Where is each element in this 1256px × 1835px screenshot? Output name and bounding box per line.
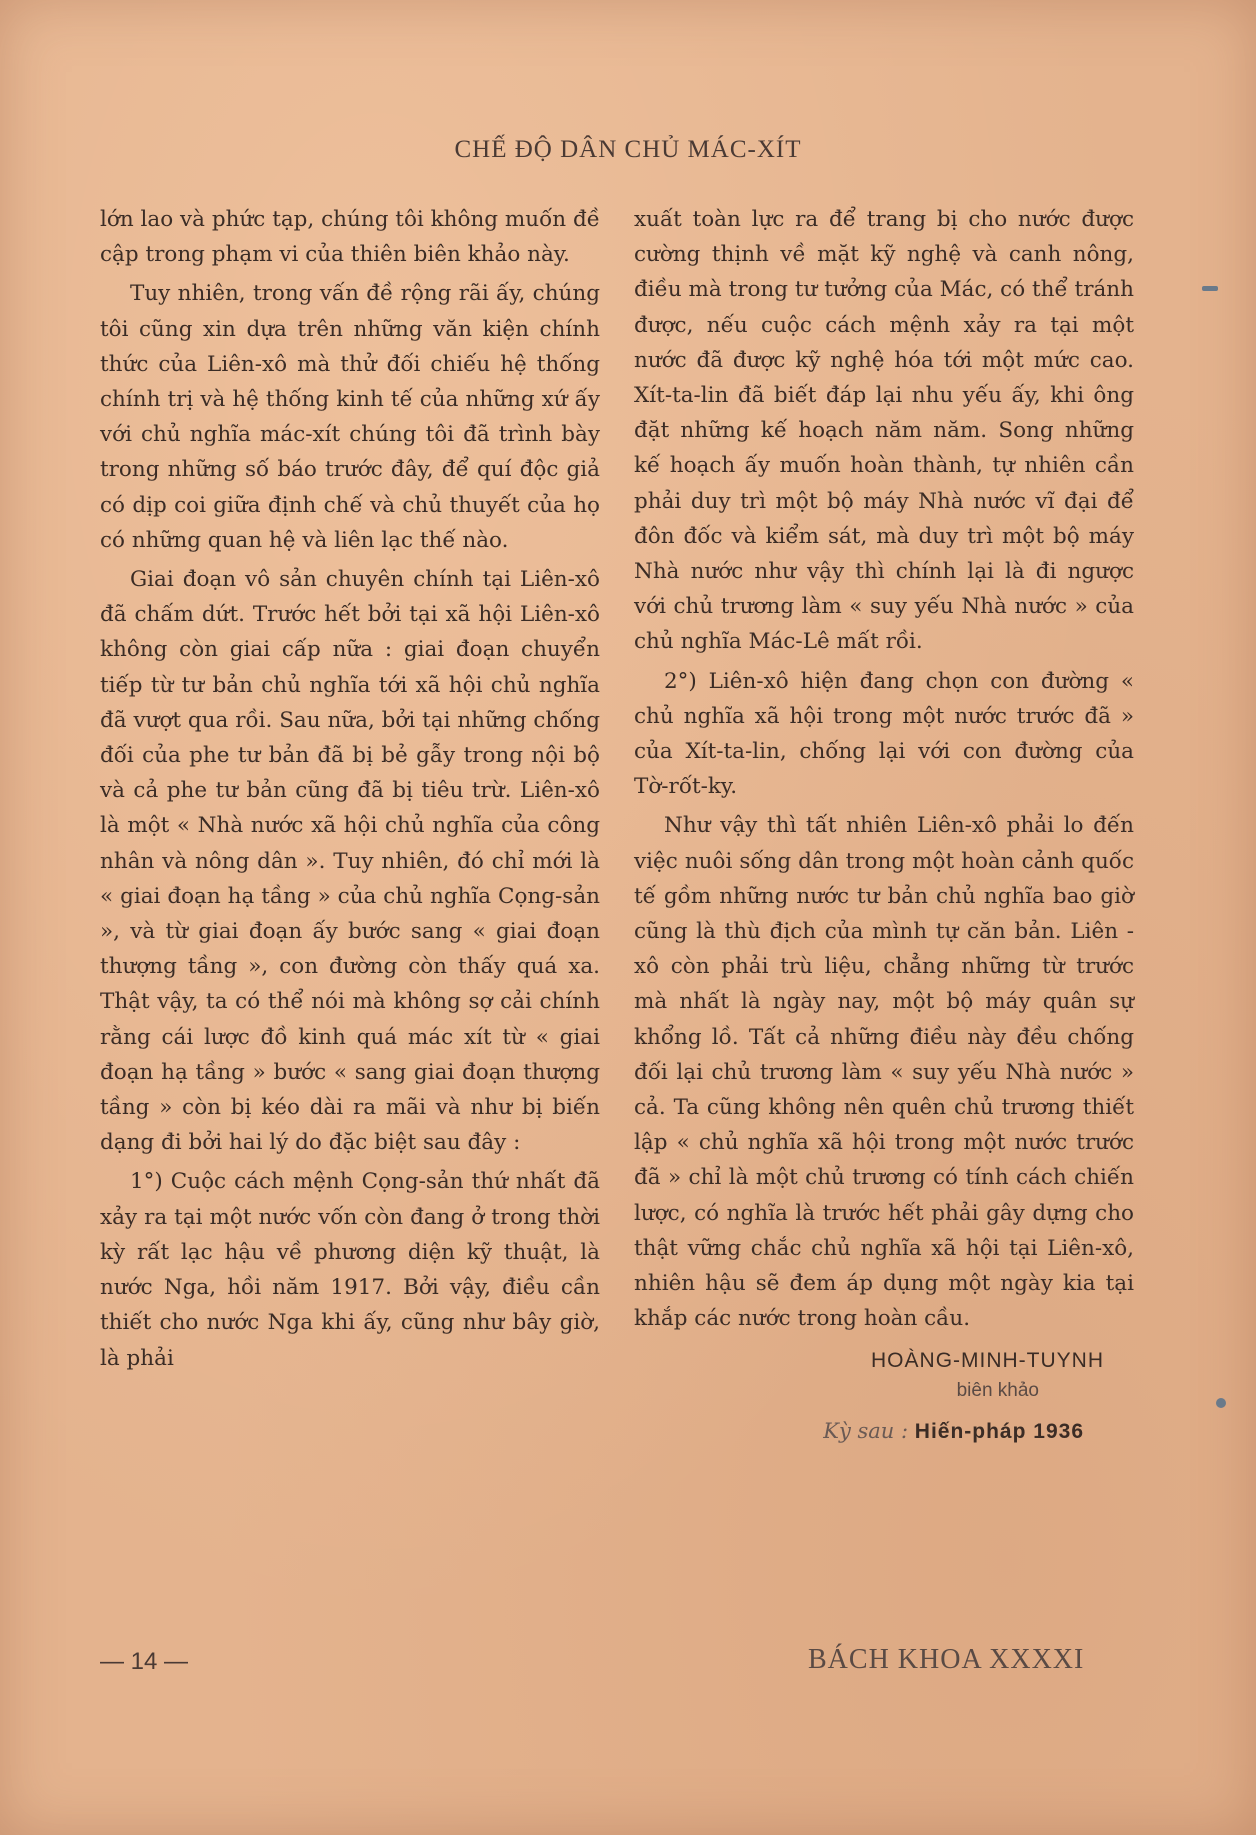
author-role: biên khảo [956,1379,1039,1401]
author-name: HOÀNG-MINH-TUYNH [871,1348,1104,1372]
running-title: CHẾ ĐỘ DÂN CHỦ MÁC-XÍT [454,136,802,163]
edge-mark [1202,286,1218,291]
edge-mark [1216,1398,1226,1408]
page-number: — 14 — [100,1648,189,1675]
next-issue [634,1414,1134,1449]
paragraph: 1°) Cuộc cách mệnh Cọng-sản thứ nhất đã xảy ra tại một nước vốn còn đang ở trong thời kỳ rất lạc hậu về phương diện kỹ thuật, là nước Nga, hồi năm 1917. Bởi vậy, điều cần thiết cho nước Nga khi ấy, cũng như bây giờ, là phải [100,1169,600,1371]
paragraph: xuất toàn lực ra để trang bị cho nước được cường thịnh về mặt kỹ nghệ và canh nông, điều mà trong tư tưởng của Mác, có thể tránh được, nếu cuộc cách mệnh xảy ra tại một nước đã được kỹ nghệ hóa tới một mức cao. Xít-ta-lin đã biết đáp lại nhu yếu ấy, khi ông đặt những kế hoạch năm năm. Song những kế hoạch ấy muốn hoàn thành, tự nhiên cần phải duy trì một bộ máy Nhà nước vĩ đại để đôn đốc và kiểm sát, mà duy trì một bộ máy Nhà nước như vậy thì chính lại là đi ngược với chủ trương làm « suy yếu Nhà nước » của chủ nghĩa Mác-Lê mất rồi. [634,207,1134,655]
left-column [100,202,600,1376]
paragraph: Giai đoạn vô sản chuyên chính tại Liên-xô đã chấm dứt. Trước hết bởi tại xã hội Liên-xô không còn giai cấp nữa : giai đoạn chuyển tiếp từ tư bản chủ nghĩa tới xã hội chủ nghĩa đã vượt qua rồi. Sau nữa, bởi tại những chống đối của phe tư bản đã bị bẻ gẫy trong nội bộ và cả phe tư bản cũng đã bị tiêu trừ. Liên-xô là một « Nhà nước xã hội chủ nghĩa của công nhân và nông dân ». Tuy nhiên, đó chỉ mới là « giai đoạn hạ tầng » của chủ nghĩa Cọng-sản », và từ giai đoạn ấy bước sang « giai đoạn thượng tầng », con đường còn thấy quá xa. Thật vậy, ta có thể nói mà không sợ cải chính rằng cái lược đồ kinh quá mác xít từ « giai đoạn hạ tầng » bước « sang giai đoạn thượng tầng » còn bị kéo dài ra mãi và như bị biến dạng đi bởi hai lý do đặc biệt sau đây : [100,567,600,1156]
paragraph: Tuy nhiên, trong vấn đề rộng rãi ấy, chúng tôi cũng xin dựa trên những văn kiện chính thức của Liên-xô mà thử đối chiếu hệ thống chính trị và hệ thống kinh tế của những xứ ấy với chủ nghĩa mác-xít chúng tôi đã trình bày trong những số báo trước đây, để quí độc giả có dịp coi giữa định chế và chủ thuyết của họ có những quan hệ và liên lạc thế nào. [100,281,600,553]
paragraph: lớn lao và phức tạp, chúng tôi không muốn đề cập trong phạm vi của thiên biên khảo này. [100,207,600,268]
paragraph: 2°) Liên-xô hiện đang chọn con đường « chủ nghĩa xã hội trong một nước trước đã » của Xít-ta-lin, chống lại với con đường của Tờ-rốt-ky. [634,668,1134,800]
paragraph: Như vậy thì tất nhiên Liên-xô phải lo đến việc nuôi sống dân trong một hoàn cảnh quốc tế gồm những nước tư bản chủ nghĩa bao giờ cũng là thù địch của mình tự căn bản. Liên - xô còn phải trù liệu, chẳng những từ trước mà nhất là ngày nay, một bộ máy quân sự khổng lồ. Tất cả những điều này đều chống đối lại chủ trương làm « suy yếu Nhà nước » cả. Ta cũng không nên quên chủ trương thiết lập « chủ nghĩa xã hội trong một nước trước đã » chỉ là một chủ trương có tính cách chiến lược, có nghĩa là trước hết phải gây dựng cho thật vững chắc chủ nghĩa xã hội tại Liên-xô, nhiên hậu sẽ đem áp dụng một ngày kia tại khắp các nước trong hoàn cầu. [634,813,1134,1332]
next-issue-label: Kỳ sau : [823,1418,909,1443]
publication-title: BÁCH KHOA XXXXI [808,1644,1085,1675]
next-issue-title: Hiến-pháp 1936 [914,1419,1084,1443]
right-column [634,202,1134,1449]
